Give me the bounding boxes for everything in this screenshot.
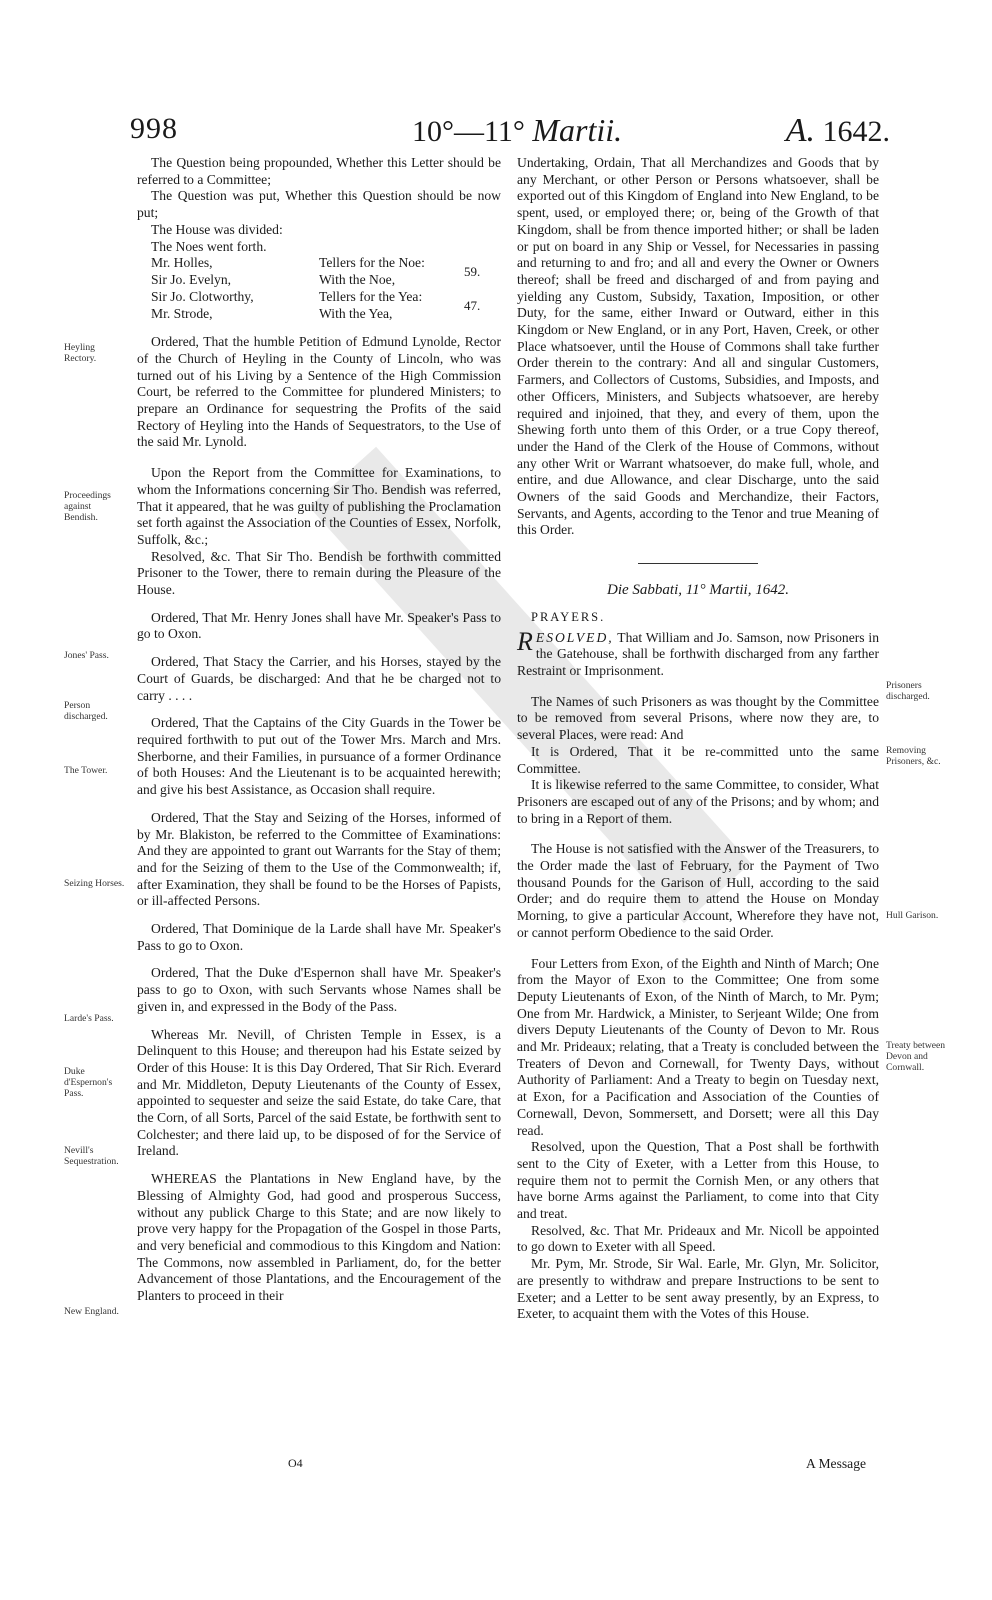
teller-name: Mr. Strode, xyxy=(151,306,213,322)
paragraph: Upon the Report from the Committee for Examinations, to whom the Informations concerning Sir Tho. Bendish was referred, That it appeared, that he was guilty of publishing the Proclamation set forth against the Association of the Counties of Essex, Norfolk, Suffolk, &c.; xyxy=(137,465,501,547)
paragraph: It is likewise referred to the same Committee, to consider, What Prisoners are escaped out of any of the Prisons; and by whom; and to bring in a Report of them. xyxy=(517,777,879,826)
paragraph: It is Ordered, That it be re-committed unto the same Committee. xyxy=(517,743,879,776)
teller-role: Tellers for the Yea: xyxy=(319,289,423,305)
signature-mark: O4 xyxy=(288,1456,303,1470)
paragraph: Ordered, That the Captains of the City Guards in the Tower be required forthwith to put out of the Tower Mrs. March and Mrs. Sherborne, and their Families, in pursuance of a former Ordinance of both Houses: And the Lieutenant is to be acquainted herewith; and give his best Assistance, as Occasion shall require. xyxy=(137,715,501,798)
teller-name: Mr. Holles, xyxy=(151,255,213,271)
paragraph: The Question was put, Whether this Question should be now put; xyxy=(137,188,501,221)
count-yea: 47. xyxy=(464,298,481,314)
paragraph: Ordered, That Mr. Henry Jones shall have Mr. Speaker's Pass to go to Oxon. xyxy=(137,609,501,642)
paragraph: Four Letters from Exon, of the Eighth and Ninth of March; One from the Mayor of Exon to the Committee; One from some Deputy Lieutenants of Exon, of the Ninth of March, to Mr. Pym; One from Mr. Hardwick, a Minister, to Serjeant Wilde; One from divers Deputy Lieutenants of the County of Devon to Mr. Rous and Mr. Prideaux; relating, that a Treaty is concluded between the Treaters of Devon and Cornewall, for Twenty Days, without Authority of Parliament: And a Treaty to begin on Tuesday next, at Exon, for a Pacification and Association of the Counties of Cornewall, Devon, Sommersett, and Dorsett; were all this Day read. xyxy=(517,955,879,1138)
paragraph: The Question being propounded, Whether this Letter should be referred to a Committee; xyxy=(137,155,501,187)
margin-note-new-england: New England. xyxy=(64,1306,119,1317)
teller-name: Sir Jo. Clotworthy, xyxy=(151,289,254,305)
paragraph: Ordered, That the Stay and Seizing of the Horses, informed of by Mr. Blakiston, be referred to the Committee of Examinations: And they are appointed to grant out Warrants for the Stay of them; and for the Seizing of them to the Use of the Commonwealth; if, after Examination, they shall be found to be the Horses of Papists, or ill-affected Persons. xyxy=(137,809,501,909)
paragraph: Ordered, That the humble Petition of Edmund Lynolde, Rector of the Church of Heyling in the County of Lincoln, who was turned out of his Living by a Sentence of the High Commission Court, be referred to the Committee for plundered Ministers; to prepare an Ordinance for sequestring the Profits of the said Rectory of Heyling into the Hands of Sequestrators, to the Use of the said Mr. Lynold. xyxy=(137,334,501,450)
tellers-block xyxy=(151,255,481,323)
catchword: A Message xyxy=(806,1456,867,1471)
margin-note-treaty: Treaty between Devon and Cornwall. xyxy=(886,1040,946,1073)
teller-role: With the Noe, xyxy=(319,272,396,288)
margin-note-heyling: Heyling Rectory. xyxy=(64,342,97,364)
running-title: 10°—11° Martii. xyxy=(412,112,623,148)
margin-note-person: Person discharged. xyxy=(64,700,108,722)
teller-role: Tellers for the Noe: xyxy=(319,255,425,271)
paragraph: The House was divided: xyxy=(151,221,283,237)
paragraph: Mr. Pym, Mr. Strode, Sir Wal. Earle, Mr. Glyn, Mr. Solicitor, are presently to withdraw and prepare Instructions to be sent to Exeter; and a Letter to be sent away presently, by an Express, to Exeter, to acquaint them with the Votes of this House. xyxy=(517,1256,879,1322)
count-noe: 59. xyxy=(464,264,481,280)
right-column xyxy=(517,155,879,1323)
drop-cap: R xyxy=(517,626,533,656)
paragraph: The Noes went forth. xyxy=(151,238,267,254)
margin-note-espernon: Duke d'Espernon's Pass. xyxy=(64,1066,113,1099)
margin-note-nevill: Nevill's Sequestration. xyxy=(64,1145,119,1167)
paragraph: The House is not satisfied with the Answer of the Treasurers, to the Order made the last of February, for the Payment of Two thousand Pounds for the Garison of Hull, according to the said Order; and do require them to attend the House on Monday Morning, to give a particular Account, Wherefore they have not, or cannot perform Obedience to the said Order. xyxy=(517,841,879,940)
left-column xyxy=(137,155,501,1305)
teller-name: Sir Jo. Evelyn, xyxy=(151,272,232,288)
paragraph: Resolved, &c. That Mr. Prideaux and Mr. Nicoll be appointed to go down to Exeter with all Speed. xyxy=(517,1222,879,1255)
paragraph: Ordered, That Dominique de la Larde shall have Mr. Speaker's Pass to go to Oxon. xyxy=(137,921,501,953)
page-header xyxy=(130,112,890,160)
paragraph: Undertaking, Ordain, That all Merchandizes and Goods that by any Merchant, or other Person or Persons whatsoever, shall be exported out of this Kingdom of England into New England, to be spent, used, or employed there; or, being of the Growth of that Kingdom, shall be from thence imported hither; or shall be laden or put on board in any Ship or Vessel, for Necessaries in passing and returning to and fro; and all and every the Owner or Owners thereof; shall be freed and discharged of and from paying and yielding any Custom, Subsidy, Taxation, Imposition, or other Duty, for the same, either Inward or Outward, either in this Kingdom or New England, or in any Port, Haven, Creek, or other Place whatsoever, until the House of Commons shall take further Order therein to the contrary: And all and singular Customers, Farmers, and Collectors of Customs, Subsidies, and Imposts, and other Officers, Ministers, and Subjects whatsoever, are hereby required and injoined, that they, and every of them, upon the Shewing forth unto them of this Order, or a true Copy thereof, under the Hand of the Clerk of the House of Commons, without any other Writ or Warrant whatsoever, do make full, whole, and entire, and due Allowance, and clear Discharge, unto the said Owners of the said Goods and Merchandize, their Factors, Servants, and Agents, according to the Tenor and true Meaning of this Order. xyxy=(517,155,879,538)
paragraph: RESOLVED, That William and Jo. Samson, now Prisoners in the Gatehouse, shall be forthwith discharged from any farther Restraint or Imprisonment. xyxy=(517,626,879,678)
margin-note-removing: Removing Prisoners, &c. xyxy=(886,745,941,767)
paragraph: Resolved, upon the Question, That a Post shall be forthwith sent to the City of Exeter, with a Letter from this House, to require them not to permit the Cornish Men, or any others that have borne Arms against the Parliament, to come into that City and treat. xyxy=(517,1139,879,1222)
margin-note-bendish: Proceedings against Bendish. xyxy=(64,490,111,523)
paragraph: Resolved, &c. That Sir Tho. Bendish be forthwith committed Prisoner to the Tower, there to remain during the Pleasure of the House. xyxy=(137,548,501,598)
margin-note-jones: Jones' Pass. xyxy=(64,650,109,661)
prayers-heading: PRAYERS. xyxy=(531,609,606,624)
margin-note-tower: The Tower. xyxy=(64,765,108,776)
paragraph: The Names of such Prisoners as was thought by the Committee to be removed from several Prisons, where now they are, to several Places, were read: And xyxy=(517,693,879,743)
paragraph: WHEREAS the Plantations in New England have, by the Blessing of Almighty God, had good and prosperous Success, without any publick Charge to this State; and are now likely to prove very happy for the Propagation of the Gospel in those Parts, and very beneficial and commodious to this Kingdom and Nation: The Commons, now assembled in Parliament, do, for the better Advancement of those Plantations, and the Encouragement of the Planters to proceed in their xyxy=(137,1171,501,1304)
year-heading: A. 1642. xyxy=(785,112,890,149)
margin-note-prisoners: Prisoners discharged. xyxy=(886,680,930,702)
margin-note-hull: Hull Garison. xyxy=(886,910,939,921)
paragraph: Ordered, That Stacy the Carrier, and his Horses, stayed by the Court of Guards, be discharged: And that he be charged not to carry . . . . xyxy=(137,654,501,703)
section-rule xyxy=(638,563,758,564)
paragraph: Whereas Mr. Nevill, of Christen Temple in Essex, is a Delinquent to this House; and thereupon had his Estate seized by Order of this House: It is this Day Ordered, That Sir Rich. Everard and Mr. Middleton, Deputy Lieutenants of the County of Essex, appointed to sequester and seize the said Estate, do take Care, that the Corn, of all Sorts, Parcel of the said Estate, be forthwith sent to Colchester; and there laid up, to be disposed of for the Service of Ireland. xyxy=(137,1026,501,1159)
day-heading: Die Sabbati, 11° Martii, 1642. xyxy=(607,582,789,599)
page-number: 998 xyxy=(130,112,178,145)
teller-role: With the Yea, xyxy=(319,306,393,322)
margin-note-larde: Larde's Pass. xyxy=(64,1013,114,1024)
margin-note-seizing: Seizing Horses. xyxy=(64,878,125,889)
paragraph: Ordered, That the Duke d'Espernon shall have Mr. Speaker's pass to go to Oxon, with such Servants whose Names shall be given in, and expressed in the Body of the Pass. xyxy=(137,965,501,1014)
